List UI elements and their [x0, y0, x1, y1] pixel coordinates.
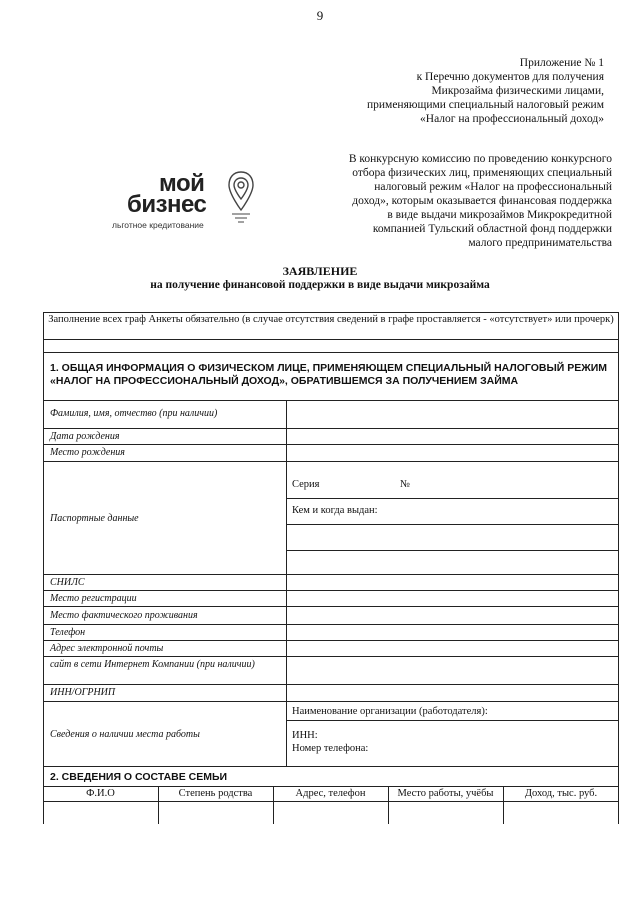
appendix-line: Микрозайма физическими лицами,	[431, 85, 604, 97]
label-website: сайт в сети Интернет Компании (при наличии)	[50, 659, 255, 670]
logo-word-2: бизнес	[127, 191, 207, 218]
column-header: Доход, тыс. руб.	[524, 788, 598, 799]
recipient-block	[312, 152, 612, 250]
location-pin-icon	[226, 170, 256, 228]
appendix-line: Приложение № 1	[519, 57, 604, 69]
recipient-line: малого предпринимательства	[468, 237, 612, 249]
row-divider	[43, 624, 619, 625]
row-divider	[43, 656, 619, 657]
column-header: Адрес, телефон	[295, 788, 366, 799]
section-2-title: 2. СВЕДЕНИЯ О СОСТАВЕ СЕМЬИ	[50, 771, 228, 783]
recipient-line: отбора физических лиц, применяющих специальный	[352, 167, 612, 179]
employer-name-label: Наименование организации (работодателя):	[292, 706, 488, 717]
row-divider	[43, 461, 619, 462]
recipient-line: В конкурсную комиссию по проведению конкурсного	[348, 153, 612, 165]
label-snils: СНИЛС	[50, 577, 85, 588]
label-birth-date: Дата рождения	[50, 431, 120, 442]
label-residence: Место фактического проживания	[50, 610, 198, 621]
column-divider	[286, 400, 287, 766]
row-divider	[286, 550, 619, 551]
label-employment: Сведения о наличии места работы	[50, 729, 200, 740]
label-registration: Место регистрации	[50, 593, 137, 604]
appendix-line: к Перечню документов для получения	[416, 71, 604, 83]
column-header: Ф.И.О	[86, 788, 115, 799]
row-divider	[43, 444, 619, 445]
appendix-header	[304, 56, 604, 126]
document-subtitle: на получение финансовой поддержки в виде выдачи микрозайма	[150, 279, 490, 291]
row-divider	[43, 766, 619, 767]
moy-biznes-logo	[110, 160, 270, 240]
column-header: Степень родства	[178, 788, 253, 799]
recipient-line: налоговый режим «Налог на профессиональный	[374, 181, 612, 193]
row-divider	[43, 801, 619, 802]
recipient-line: в виде выдачи микрозаймов Микрокредитной	[387, 209, 612, 221]
label-birth-place: Место рождения	[50, 447, 125, 458]
label-phone: Телефон	[50, 627, 86, 638]
section-1-title-line: «НАЛОГ НА ПРОФЕССИОНАЛЬНЫЙ ДОХОД», ОБРАТИВШЕМСЯ ЗА ПОЛУЧЕНИЕМ ЗАЙМА	[50, 375, 519, 387]
row-divider	[43, 684, 619, 685]
logo-word-1: мой	[159, 170, 205, 197]
employer-inn-label: ИНН:	[292, 730, 318, 741]
row-divider	[43, 640, 619, 641]
row-divider	[43, 400, 619, 401]
column-header: Место работы, учёбы	[397, 788, 494, 799]
passport-series-label: Серия	[292, 479, 320, 490]
employer-phone-label: Номер телефона:	[292, 743, 369, 754]
fill-instruction: Заполнение всех граф Анкеты обязательно (в случае отсутствия сведений в графе проставляется - «отсутствует» или прочерк)	[48, 314, 614, 325]
label-inn: ИНН/ОГРНИП	[50, 687, 116, 698]
label-fio: Фамилия, имя, отчество (при наличии)	[50, 408, 218, 419]
document-title: ЗАЯВЛЕНИЕ	[282, 264, 358, 278]
label-passport: Паспортные данные	[50, 513, 139, 524]
section-1-title	[50, 362, 607, 388]
row-divider	[43, 428, 619, 429]
row-divider	[43, 786, 619, 787]
row-divider	[43, 590, 619, 591]
row-divider	[43, 574, 619, 575]
row-divider	[43, 701, 619, 702]
row-divider	[286, 720, 619, 721]
recipient-line: доход», которым оказывается финансовая поддержка	[352, 195, 612, 207]
row-divider	[286, 498, 619, 499]
recipient-line: компанией Тульский областной фонд поддержки	[372, 223, 612, 235]
appendix-line: «Налог на профессиональный доход»	[420, 113, 604, 125]
row-divider	[43, 339, 619, 340]
appendix-line: применяющими специальный налоговый режим	[366, 99, 604, 111]
row-divider	[43, 352, 619, 353]
logo-tagline: льготное кредитование	[112, 220, 204, 230]
row-divider	[286, 524, 619, 525]
passport-issued-label: Кем и когда выдан:	[292, 505, 378, 516]
page-number: 9	[316, 8, 324, 23]
label-email: Адрес электронной почты	[50, 643, 164, 654]
passport-number-label: №	[400, 479, 411, 490]
row-divider	[43, 606, 619, 607]
section-1-title-line: 1. ОБЩАЯ ИНФОРМАЦИЯ О ФИЗИЧЕСКОМ ЛИЦЕ, ПРИМЕНЯЮЩЕМ СПЕЦИАЛЬНЫЙ НАЛОГОВЫЙ РЕЖИМ	[50, 362, 608, 374]
